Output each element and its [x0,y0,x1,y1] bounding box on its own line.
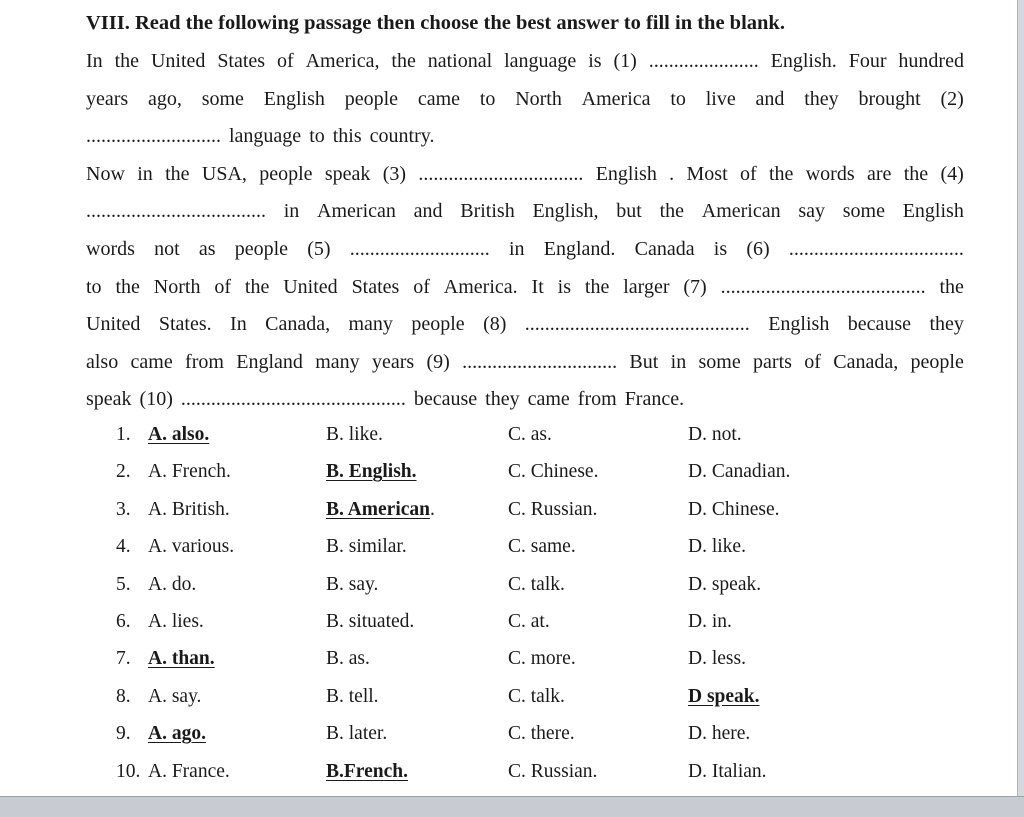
blank-line: .................................... [86,200,266,223]
passage-word: in [283,200,300,223]
blank-line: ......................................... [720,275,926,298]
option-c [508,644,576,674]
passage-word: States [351,275,400,298]
passage-word: United [283,275,338,298]
passage-word: some [842,200,885,223]
passage-word: England. [543,237,616,260]
option-text: D. like. [688,536,746,558]
question-number: 10. [116,760,141,782]
option-text: A. France. [148,760,230,782]
passage-word: parts [753,350,792,373]
question-number: 4. [116,536,131,558]
option-d [688,607,732,637]
option-a [148,757,230,787]
passage-word: because [847,313,912,336]
passage-word: Now [86,162,125,185]
option-text: A. say. [148,685,202,707]
option-c [508,570,565,600]
option-text: C. same. [508,536,576,558]
window-right-edge [1017,0,1024,796]
passage-line [86,234,964,272]
passage-word: North [153,275,201,298]
passage-word: but [616,200,642,223]
question-row [86,532,966,569]
passage-line [86,84,964,122]
option-text: D. here. [688,723,751,745]
question-number: 8. [116,685,131,707]
passage-word: England [236,350,303,373]
option-text: D. not. [688,424,742,445]
option-b [326,757,408,787]
question-row [86,757,966,794]
question-number: 2. [116,461,131,483]
blank-line: ...................... [648,50,759,72]
passage-word: (8) [483,313,507,336]
passage-word: is [713,237,728,260]
passage-line [86,159,964,197]
passage-word: of [804,350,821,373]
passage-line [86,196,964,234]
passage-word: is [557,275,571,298]
passage-word: people [910,350,964,373]
passage-word: they [929,313,964,336]
question-number: 9. [116,723,131,745]
passage-word: English. [770,50,837,72]
option-b [326,495,435,525]
passage-word: United [86,313,141,336]
passage-word: they [485,388,520,411]
passage-word: (7) [683,275,707,298]
passage-word: the [768,162,794,185]
passage-word: English [595,162,657,185]
passage-word: British [460,200,515,223]
option-a [148,457,231,487]
passage-word: (3) [382,162,407,185]
passage-word: some [201,87,244,110]
passage-word: from [577,388,617,411]
option-d [688,757,767,787]
option-text: C. there. [508,723,575,745]
option-d [688,719,750,749]
option-text: B. like. [326,424,383,445]
question-number: 1. [116,424,131,445]
passage [86,46,964,422]
passage-word: people [234,237,289,260]
option-c [508,532,576,562]
question-row [86,420,966,457]
blank-line: ............................................. [180,388,406,411]
option-a [148,682,201,712]
question-number: 6. [116,610,131,632]
question-row [86,644,966,681]
passage-word: and [413,200,443,223]
option-b [326,719,387,749]
option-text: B. situated. [326,610,415,632]
passage-word: people [411,313,465,336]
question-row [86,719,966,756]
question-list [86,420,966,794]
passage-line [86,384,964,422]
option-text: C. Russian. [508,760,598,782]
passage-word: speak [324,162,371,185]
passage-word: States. [158,313,212,336]
option-text: B. tell. [326,685,379,707]
passage-word: to [479,87,496,110]
passage-word: also [86,350,119,373]
passage-word: as [198,237,216,260]
passage-line [86,309,964,347]
passage-word: (1) [613,50,637,72]
option-d [688,532,746,562]
selected-answer: B. American [326,498,430,520]
option-text: C. talk. [508,573,565,595]
selected-answer: A. also. [148,424,210,445]
passage-word: American [701,200,781,223]
selected-answer: D speak. [688,685,760,707]
option-b [326,532,407,562]
passage-line [86,121,964,159]
passage-word: North [515,87,562,110]
question-row [86,570,966,607]
option-a [148,532,234,562]
passage-word: (4) [940,162,964,185]
passage-word: the [244,275,270,298]
option-a [148,607,204,637]
passage-word: the [115,275,140,298]
passage-word: American [317,200,396,223]
blank-line: ............................ [349,237,490,260]
passage-word: Canada [634,237,695,260]
option-c [508,420,552,450]
option-d [688,420,742,450]
blank-line: ........................... [86,125,221,148]
passage-word: English, [532,200,599,223]
option-c [508,495,597,525]
option-c [508,682,565,712]
question-number: 3. [116,498,131,520]
passage-word: ago, [148,87,182,110]
question-row [86,682,966,719]
option-text: D. Canadian. [688,461,791,483]
exercise-heading: VIII. Read the following passage then choose the best answer to fill in the blank. [86,12,785,34]
selected-answer: A. ago. [148,723,206,745]
option-a [148,719,206,749]
passage-word: (10) [139,388,173,411]
blank-line: ................................... [788,237,964,260]
option-text: A. French. [148,461,231,483]
passage-word: from [185,350,224,373]
passage-word: Canada, [833,350,899,373]
passage-word: to [670,87,686,110]
option-c [508,757,597,787]
option-b [326,570,378,600]
option-a [148,420,209,450]
option-text: D. less. [688,648,746,670]
passage-word: language [504,50,577,72]
option-text: C. Chinese. [508,461,599,483]
passage-word: (5) [307,237,331,260]
passage-word: It [531,275,544,298]
passage-word: years [86,87,129,110]
option-text: C. more. [508,648,576,670]
option-text: D. in. [688,610,732,632]
question-row [86,607,966,644]
passage-word: many [348,313,393,336]
passage-word: (2) [940,87,964,110]
passage-word: France. [624,388,685,411]
option-c [508,607,550,637]
blank-line: ............................... [462,350,618,373]
passage-word: brought [858,87,921,110]
passage-word: say [798,200,826,223]
passage-word: of [277,50,294,72]
passage-word: In [86,50,103,72]
option-d [688,570,761,600]
option-c [508,457,598,487]
passage-word: national [427,50,493,72]
passage-word: is [588,50,602,72]
question-row [86,457,966,494]
passage-word: the [903,162,929,185]
passage-word: USA, [201,162,247,185]
passage-word: Canada, [265,313,331,336]
passage-word: speak [86,388,132,411]
option-d [688,457,790,487]
passage-word: because [413,388,478,411]
passage-word: came [130,350,173,373]
passage-word: the [114,50,140,72]
option-b [326,607,414,637]
passage-word: the [165,162,190,185]
passage-word: came [417,87,460,110]
passage-word: Four [848,50,887,72]
passage-word: of [413,275,430,298]
question-number: 7. [116,648,131,670]
option-tail: . [429,498,435,520]
passage-word: But [629,350,659,373]
passage-word: in [670,350,687,373]
passage-word: of [739,162,757,185]
option-text: B. similar. [326,536,407,558]
passage-word: hundred [898,50,964,72]
passage-word: United [150,50,206,72]
window-bottom-bar [0,796,1024,817]
passage-word: of [214,275,232,298]
passage-word: live [705,87,736,110]
passage-word: some [698,350,741,373]
passage-word: the [659,200,685,223]
option-text: C. at. [508,610,550,632]
option-text: A. do. [148,573,197,595]
question-row [86,495,966,532]
passage-word: years [371,350,415,373]
option-text: C. talk. [508,685,565,707]
passage-word: this [332,125,362,148]
selected-answer: B. English. [326,461,417,483]
blank-line: ................................. [418,162,584,185]
passage-word: the [391,50,416,72]
option-text: D. speak. [688,573,762,595]
passage-word: are [866,162,892,185]
passage-word: (6) [746,237,770,260]
passage-word: the [584,275,610,298]
selected-answer: A. than. [148,648,215,670]
passage-line [86,272,964,310]
passage-word: English [902,200,964,223]
passage-word: (9) [426,350,450,373]
option-d [688,495,780,525]
passage-word: and [755,87,785,110]
passage-word: came [527,388,570,411]
passage-word: words [86,237,135,260]
passage-word: English [263,87,325,110]
passage-word: they [804,87,839,110]
option-a [148,495,230,525]
passage-word: the [939,275,964,298]
passage-word: in [508,237,525,260]
passage-word: larger [623,275,670,298]
option-text: D. Chinese. [688,498,780,520]
blank-line: ............................................. [524,313,750,336]
passage-word: English [768,313,830,336]
passage-word: America. [443,275,518,298]
passage-word: people [259,162,313,185]
passage-word: not [154,237,180,260]
option-text: D. Italian. [688,760,767,782]
passage-word: Most [686,162,728,185]
passage-word: language [229,125,302,148]
passage-word: America [581,87,651,110]
passage-word: In [230,313,247,336]
option-text: C. Russian. [508,498,598,520]
passage-word: to [86,275,102,298]
option-text: B. as. [326,648,370,670]
option-b [326,457,417,487]
passage-word: America, [305,50,380,72]
option-c [508,719,575,749]
option-b [326,420,383,450]
passage-word: States [217,50,266,72]
passage-word: to [309,125,325,148]
option-d [688,682,760,712]
option-d [688,644,746,674]
option-text: B. later. [326,723,388,745]
selected-answer: B.French. [326,760,408,782]
passage-word: . [669,162,675,185]
option-text: B. say. [326,573,379,595]
option-text: A. British. [148,498,230,520]
passage-word: people [344,87,398,110]
option-text: A. lies. [148,610,204,632]
option-b [326,644,370,674]
passage-word: in [137,162,153,185]
option-b [326,682,379,712]
option-a [148,570,196,600]
question-number: 5. [116,573,131,595]
passage-word: words [805,162,855,185]
passage-line [86,46,964,84]
passage-word: many [315,350,360,373]
passage-word: country. [369,125,435,148]
option-text: A. various. [148,536,235,558]
passage-line [86,347,964,385]
option-text: C. as. [508,424,552,445]
option-a [148,644,215,674]
